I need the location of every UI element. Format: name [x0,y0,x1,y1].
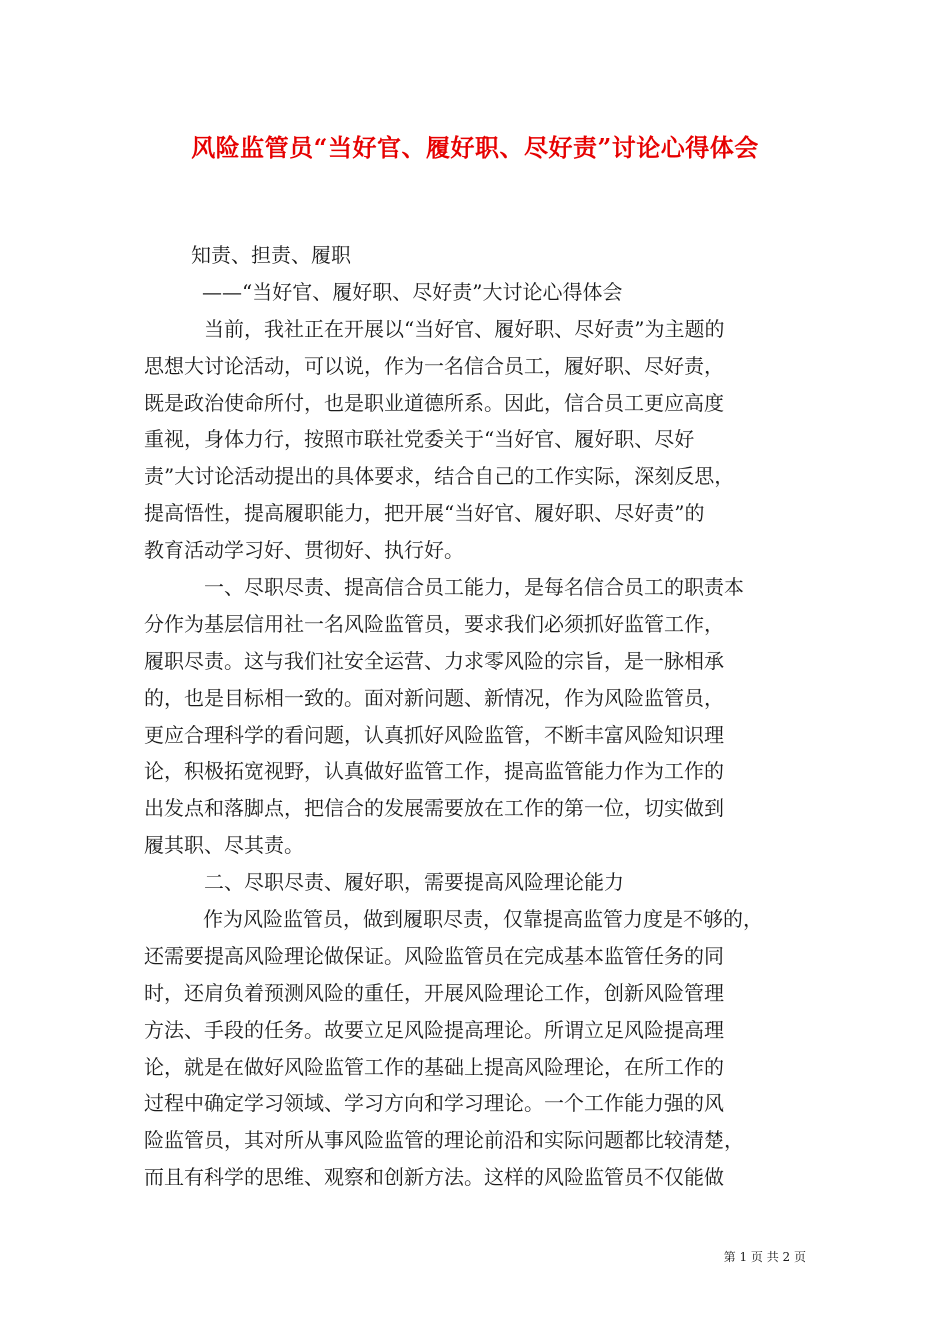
document-body [144,237,820,1196]
text-line: 重视，身体力行，按照市联社党委关于“当好官、履好职、尽好 [144,427,695,452]
text-line: 责”大讨论活动提出的具体要求，结合自己的工作实际，深刻反思， [144,464,735,489]
text-line: 论，积极拓宽视野，认真做好监管工作，提高监管能力作为工作的 [144,759,724,784]
text-line: 出发点和落脚点，把信合的发展需要放在工作的第一位，切实做到 [144,796,724,821]
text-line: 知责、担责、履职 [191,243,351,267]
text-line: 方法、手段的任务。故要立足风险提高理论。所谓立足风险提高理 [144,1017,724,1042]
text-line: 思想大讨论活动，可以说，作为一名信合员工，履好职、尽好责， [144,353,724,378]
text-line: 提高悟性，提高履职能力，把开展“当好官、履好职、尽好责”的 [144,501,705,526]
text-line: 当前，我社正在开展以“当好官、履好职、尽好责”为主题的 [204,316,725,341]
page-footer: 第 1 页 共 2 页 [723,1250,806,1264]
text-line: 教育活动学习好、贯彻好、执行好。 [144,538,464,563]
text-line: 履其职、尽其责。 [144,833,304,858]
text-line: 既是政治使命所付，也是职业道德所系。因此，信合员工更应高度 [144,390,724,415]
text-line: 一、尽职尽责、提高信合员工能力，是每名信合员工的职责本 [204,575,744,600]
document-title: 风险监管员“当好官、履好职、尽好责”讨论心得体会 [191,133,759,162]
text-line: 作为风险监管员，做到履职尽责，仅靠提高监管力度是不够的， [203,907,763,932]
text-line: 时，还肩负着预测风险的重任，开展风险理论工作，创新风险管理 [144,980,724,1005]
text-line: 而且有科学的思维、观察和创新方法。这样的风险监管员不仅能做 [144,1165,724,1190]
text-line: 更应合理科学的看问题，认真抓好风险监管，不断丰富风险知识理 [144,722,724,747]
text-line: 的，也是目标相一致的。面对新问题、新情况，作为风险监管员， [144,685,724,710]
text-line: 过程中确定学习领域、学习方向和学习理论。一个工作能力强的风 [144,1091,724,1116]
text-line: 履职尽责。这与我们社安全运营、力求零风险的宗旨，是一脉相承 [144,648,724,673]
text-line: ——“当好官、履好职、尽好责”大讨论心得体会 [202,279,623,304]
text-line: 论，就是在做好风险监管工作的基础上提高风险理论，在所工作的 [144,1054,724,1079]
text-line: 分作为基层信用社一名风险监管员，要求我们必须抓好监管工作， [144,611,724,636]
text-line: 还需要提高风险理论做保证。风险监管员在完成基本监管任务的同 [144,943,724,968]
text-line: 险监管员，其对所从事风险监管的理论前沿和实际问题都比较清楚， [144,1128,744,1153]
text-line: 二、尽职尽责、履好职，需要提高风险理论能力 [204,870,624,895]
